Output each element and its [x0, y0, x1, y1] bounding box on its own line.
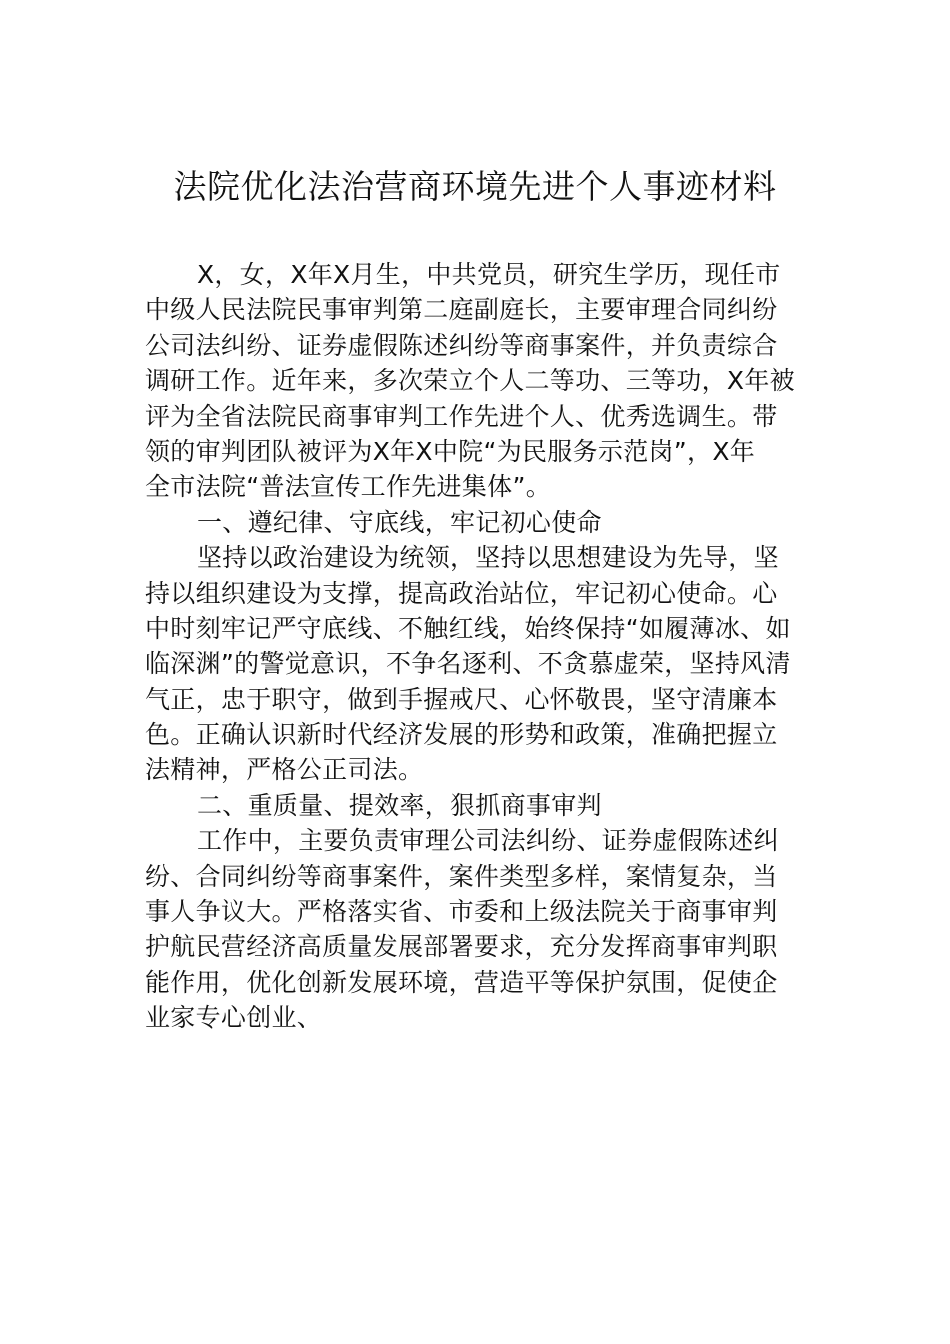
paragraph-line: 临深渊”的警觉意识，不争名逐利、不贪慕虚荣，坚持风清	[145, 649, 791, 679]
paragraph-line: 评为全省法院民商事审判工作先进个人、优秀选调生。带	[145, 401, 778, 431]
paragraph-line: 能作用，优化创新发展环境，营造平等保护氛围，促使企	[145, 967, 778, 997]
paragraph-line: 持以组织建设为支撑，提高政治站位，牢记初心使命。心	[145, 578, 778, 608]
paragraph-line: 色。正确认识新时代经济发展的形势和政策，准确把握立	[145, 720, 778, 750]
paragraph-line: 事人争议大。严格落实省、市委和上级法院关于商事审判	[145, 897, 778, 927]
document-title: 法院优化法治营商环境先进个人事迹材料	[173, 167, 777, 206]
section-heading-1: 一、遵纪律、守底线，牢记初心使命	[197, 507, 602, 537]
paragraph-line: 领的审判团队被评为X年X中院“为民服务示范岗”，X年	[145, 436, 756, 466]
paragraph-line: 护航民营经济高质量发展部署要求，充分发挥商事审判职	[145, 932, 778, 962]
paragraph-line: 中时刻牢记严守底线、不触红线，始终保持“如履薄冰、如	[145, 613, 791, 643]
paragraph-line: 全市法院“普法宣传工作先进集体”。	[145, 472, 552, 502]
paragraph-line: 公司法纠纷、证券虚假陈述纠纷等商事案件，并负责综合	[145, 330, 778, 360]
paragraph-line: X，女，X年X月生，中共党员，研究生学历，现任市	[197, 260, 781, 289]
paragraph-line: 业家专心创业、	[145, 1003, 323, 1033]
paragraph-line: 中级人民法院民事审判第二庭副庭长，主要审理合同纠纷	[145, 295, 778, 325]
paragraph-line: 气正，忠于职守，做到手握戒尺、心怀敬畏，坚守清廉本	[145, 684, 778, 714]
section-heading-2: 二、重质量、提效率，狠抓商事审判	[197, 790, 602, 820]
paragraph-line: 法精神，严格公正司法。	[145, 755, 424, 785]
paragraph-line: 工作中，主要负责审理公司法纠纷、证券虚假陈述纠	[197, 826, 779, 856]
paragraph-line: 纷、合同纠纷等商事案件，案件类型多样，案情复杂，当	[145, 861, 778, 891]
document-body	[145, 257, 815, 1036]
paragraph-line: 坚持以政治建设为统领，坚持以思想建设为先导，坚	[197, 543, 779, 573]
paragraph-line: 调研工作。近年来，多次荣立个人二等功、三等功，X年被	[145, 366, 795, 396]
